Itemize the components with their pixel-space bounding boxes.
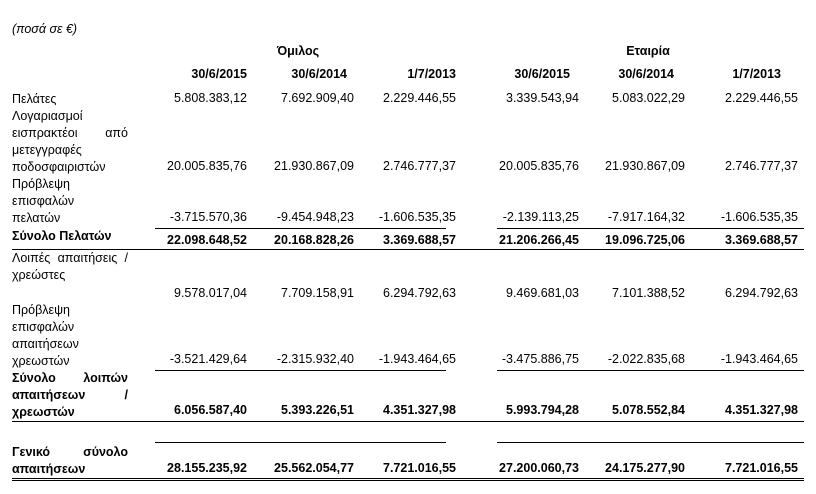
cell-value: 21.930.867,09 [274, 159, 354, 173]
cell-value: 9.469.681,03 [506, 286, 579, 300]
cell-value: 9.578.017,04 [174, 286, 247, 300]
cell-value: 4.351.327,98 [725, 403, 798, 417]
amounts-note: (ποσά σε €) [12, 22, 78, 36]
cell-value: 7.101.388,52 [612, 286, 685, 300]
cell-value: 2.229.446,55 [383, 91, 456, 105]
cell-value: 19.096.725,06 [605, 233, 685, 247]
subtotal-rule [497, 370, 804, 371]
cell-value: 7.692.909,40 [281, 91, 354, 105]
grand-total-double-rule [12, 478, 804, 481]
row-label: Πρόβλεψη επισφαλών απαιτήσεων χρεωστών [12, 303, 79, 368]
cell-value: 22.098.648,52 [167, 233, 247, 247]
cell-value: 5.993.794,28 [506, 403, 579, 417]
date-header: 30/6/2015 [191, 67, 247, 81]
cell-value: -2.315.932,40 [276, 352, 354, 366]
cell-value: -1.606.535,35 [378, 210, 456, 224]
date-header: 1/7/2013 [732, 67, 781, 81]
cell-value: 3.369.688,57 [725, 233, 798, 247]
row-label: Πελάτες [12, 92, 57, 106]
cell-value: -2.139.113,25 [502, 210, 579, 224]
row-label: Γενικό σύνολο απαιτήσεων [12, 445, 128, 476]
cell-value: 7.709.158,91 [281, 286, 354, 300]
row-label: Σύνολο Πελατών [12, 229, 112, 243]
cell-value: 2.746.777,37 [725, 159, 798, 173]
cell-value: 7.721.016,55 [383, 461, 456, 475]
cell-value: 21.930.867,09 [605, 159, 685, 173]
date-header: 30/6/2014 [291, 67, 347, 81]
cell-value: 24.175.277,90 [605, 461, 685, 475]
subtotal-rule [155, 370, 446, 371]
total-rule [12, 249, 804, 250]
cell-value: 21.206.266,45 [499, 233, 579, 247]
row-label: Σύνολο λοιπών απαιτήσεων / χρεωστών [12, 371, 128, 419]
cell-value: 20.005.835,76 [499, 159, 579, 173]
cell-value: -9.454.948,23 [276, 210, 354, 224]
cell-value: 2.746.777,37 [383, 159, 456, 173]
group-header-omilos: Όμιλος [276, 44, 320, 58]
cell-value: 5.393.226,51 [281, 403, 354, 417]
cell-value: -3.521.429,64 [169, 352, 247, 366]
row-label: Πρόβλεψη επισφαλών πελατών [12, 177, 75, 225]
cell-value: 7.721.016,55 [725, 461, 798, 475]
cell-value: 5.808.383,12 [174, 91, 247, 105]
subtotal-rule [497, 228, 804, 229]
cell-value: 2.229.446,55 [725, 91, 798, 105]
subtotal-rule [155, 228, 446, 229]
cell-value: 20.005.835,76 [167, 159, 247, 173]
cell-value: 28.155.235,92 [167, 461, 247, 475]
cell-value: -1.606.535,35 [720, 210, 798, 224]
cell-value: -3.715.570,36 [169, 210, 247, 224]
cell-value: 25.562.054,77 [274, 461, 354, 475]
cell-value: -2.022.835,68 [607, 352, 685, 366]
cell-value: 6.294.792,63 [725, 286, 798, 300]
cell-value: 5.083.022,29 [612, 91, 685, 105]
cell-value: 27.200.060,73 [499, 461, 579, 475]
cell-value: -1.943.464,65 [378, 352, 456, 366]
row-label: Λοιπές απαιτήσεις / χρεώστες [12, 251, 128, 282]
group-header-etairia: Εταιρία [626, 44, 670, 58]
row-label: Λογαριασμοί εισπρακτέοι από μετεγγραφές ποδοσφαιριστών [12, 109, 128, 174]
date-header: 30/6/2015 [514, 67, 570, 81]
cell-value: 3.339.543,94 [506, 91, 579, 105]
grand-total-top-rule [155, 442, 446, 443]
cell-value: 20.168.828,26 [274, 233, 354, 247]
date-header: 30/6/2014 [618, 67, 674, 81]
date-header: 1/7/2013 [407, 67, 456, 81]
cell-value: -3.475.886,75 [501, 352, 579, 366]
cell-value: 3.369.688,57 [383, 233, 456, 247]
total-rule [12, 421, 804, 422]
cell-value: 4.351.327,98 [383, 403, 456, 417]
cell-value: -7.917.164,32 [607, 210, 685, 224]
cell-value: 5.078.552,84 [612, 403, 685, 417]
cell-value: 6.056.587,40 [174, 403, 247, 417]
cell-value: 6.294.792,63 [383, 286, 456, 300]
grand-total-top-rule [497, 442, 804, 443]
cell-value: -1.943.464,65 [720, 352, 798, 366]
